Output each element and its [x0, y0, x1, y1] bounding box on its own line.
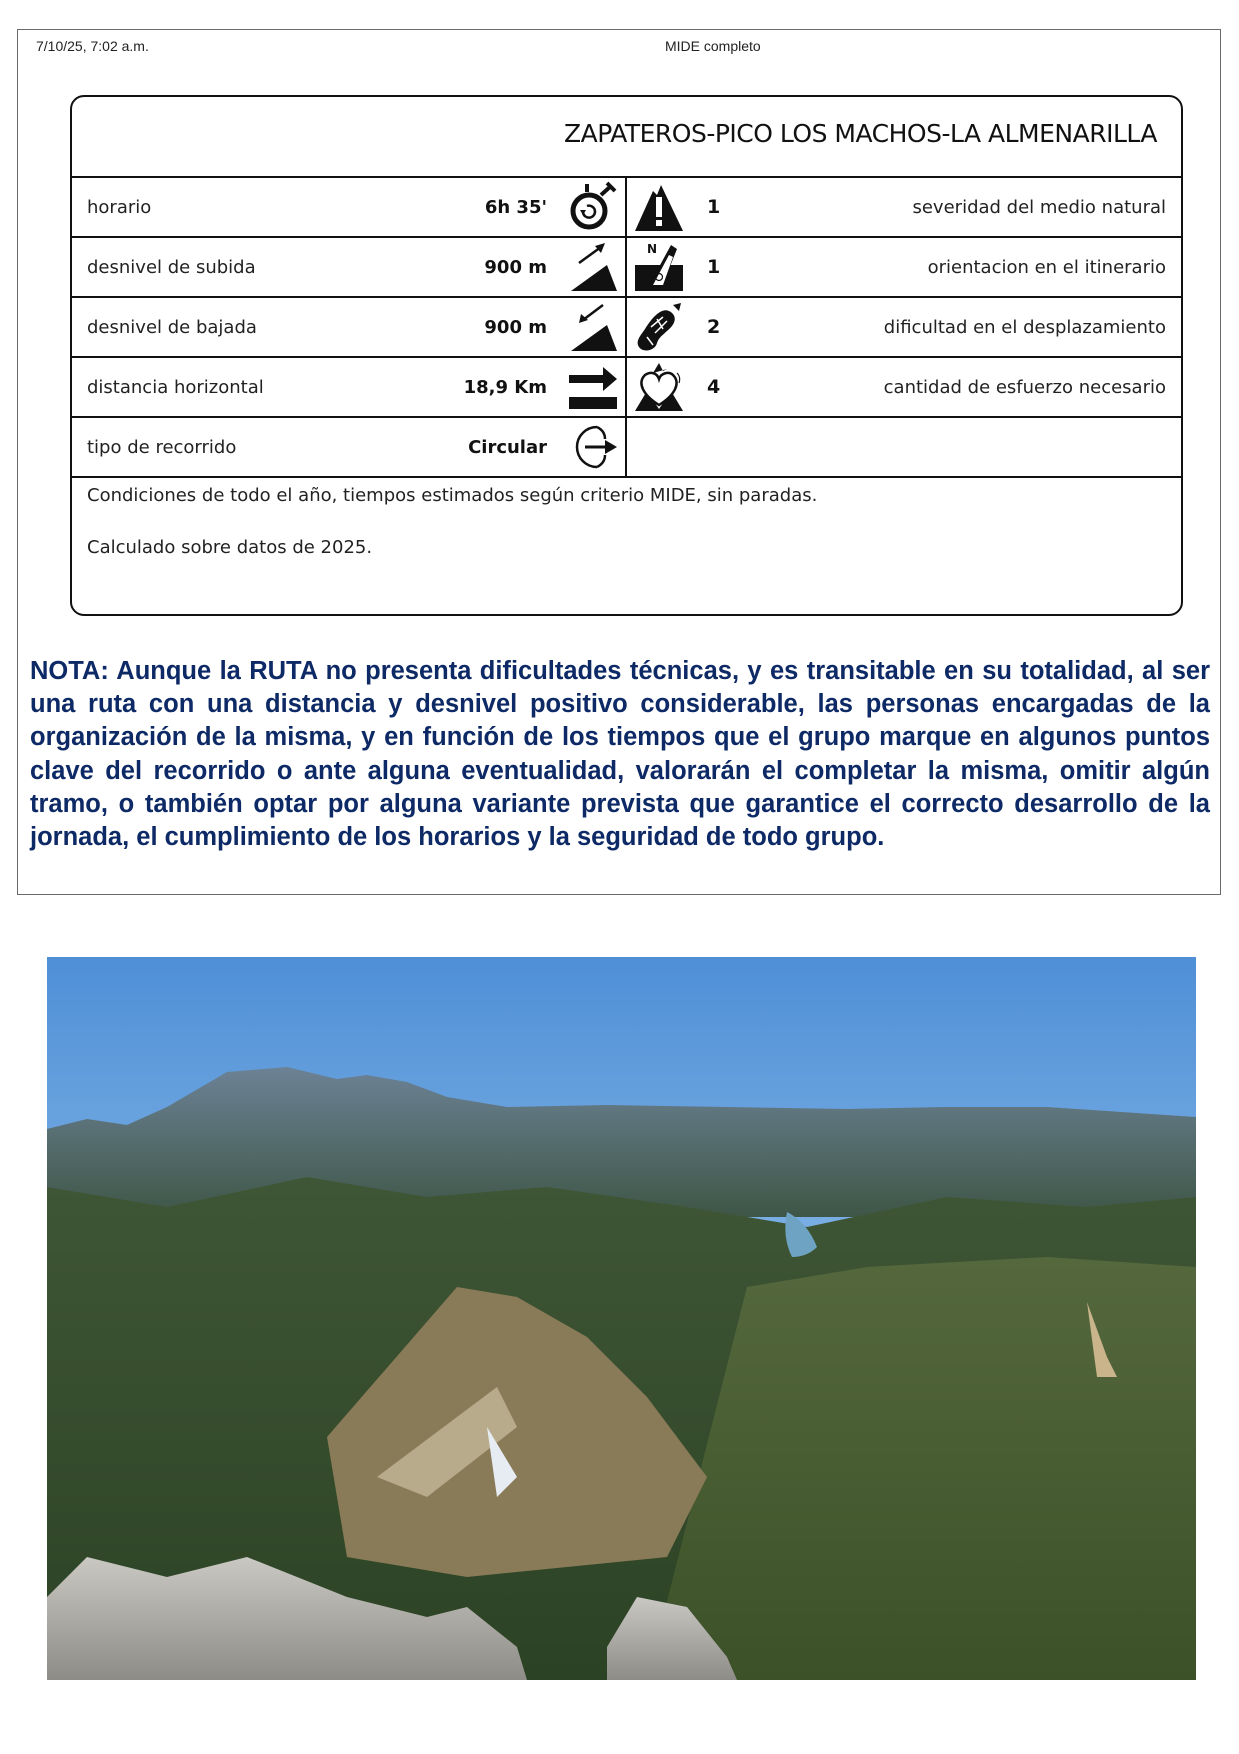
mide-row-distancia [72, 358, 1181, 418]
orientation-compass-icon [633, 241, 685, 293]
row-value: Circular [468, 436, 547, 458]
ascent-icon [567, 241, 619, 293]
descent-icon [567, 301, 619, 353]
landscape-photo [47, 957, 1196, 1680]
boot-sole-icon [633, 301, 685, 353]
criterion-label: dificultad en el desplazamiento [883, 316, 1166, 338]
mide-card [70, 95, 1183, 616]
row-label: tipo de recorrido [87, 436, 237, 458]
mide-row-tipo-recorrido [72, 418, 1181, 478]
circular-route-icon [567, 421, 619, 473]
mide-row-desnivel-bajada [72, 298, 1181, 358]
criterion-score: 1 [707, 256, 721, 278]
row-label: horario [87, 196, 152, 218]
criterion-score: 4 [707, 376, 721, 398]
svg-text:N: N [647, 242, 658, 256]
mide-row-desnivel-subida [72, 238, 1181, 298]
criterion-label: severidad del medio natural [912, 196, 1166, 218]
landscape-image [47, 957, 1196, 1680]
mide-footer-conditions: Condiciones de todo el año, tiempos estimados según criterio MIDE, sin paradas. [87, 485, 818, 506]
mide-footer-calc: Calculado sobre datos de 2025. [87, 537, 373, 558]
route-note: NOTA: Aunque la RUTA no presenta dificultades técnicas, y es transitable en su totalidad, al ser una ruta con una distancia y desnivel positivo considerable, las personas encargadas de la organización de la misma, y en función de los tiempos que el grupo marque en algunos puntos clave del recorrido o ante alguna eventualidad, valorarán el completar la misma, omitir algún tramo, o también optar por alguna variante prevista que garantice el correcto desarrollo de la jornada, el cumplimiento de los horarios y la seguridad de todo grupo. [30, 657, 1210, 852]
row-value: 900 m [484, 256, 547, 278]
row-label: desnivel de bajada [87, 316, 257, 338]
criterion-label: orientacion en el itinerario [927, 256, 1166, 278]
distance-arrow-icon [567, 361, 619, 413]
danger-mountain-icon [633, 181, 685, 233]
mide-grid [72, 176, 1181, 478]
print-page-title: MIDE completo [665, 38, 761, 54]
row-value: 18,9 Km [463, 376, 547, 398]
empty-cell [627, 418, 1181, 476]
print-datetime: 7/10/25, 7:02 a.m. [36, 38, 149, 54]
criterion-score: 1 [707, 196, 721, 218]
criterion-score: 2 [707, 316, 721, 338]
row-label: distancia horizontal [87, 376, 264, 398]
row-label: desnivel de subida [87, 256, 256, 278]
row-value: 900 m [484, 316, 547, 338]
row-value: 6h 35' [484, 196, 547, 218]
stopwatch-icon [567, 181, 619, 233]
mide-row-horario [72, 178, 1181, 238]
criterion-label: cantidad de esfuerzo necesario [883, 376, 1166, 398]
effort-heart-icon [633, 361, 685, 413]
route-title: ZAPATEROS-PICO LOS MACHOS-LA ALMENARILLA [563, 119, 1157, 148]
